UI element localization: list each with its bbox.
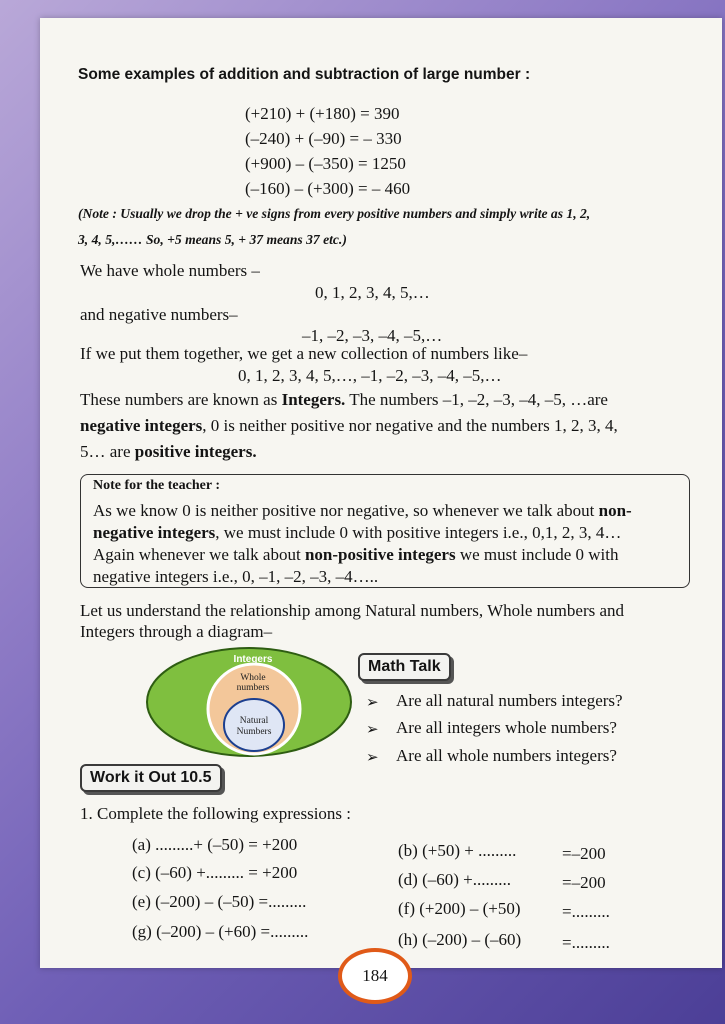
integers-para-line-1: These numbers are known as Integers. The numbers –1, –2, –3, –4, –5, …are xyxy=(80,390,608,409)
exercise-c: (c) (–60) +......... = +200 xyxy=(132,863,298,882)
question-1: 1. Complete the following expressions : xyxy=(80,804,352,823)
whole-numbers-intro: We have whole numbers – xyxy=(80,261,260,280)
work-it-out-title: Work it Out 10.5 xyxy=(80,764,222,792)
page-number-badge xyxy=(338,948,412,1004)
equation-1: (+210) + (+180) = 390 xyxy=(245,104,400,123)
equation-4: (–160) – (+300) = – 460 xyxy=(245,179,411,198)
section-heading: Some examples of addition and subtraction of large number : xyxy=(78,66,531,83)
arrow-bullet-icon: ➢ xyxy=(366,722,379,738)
number-sets-venn-diagram xyxy=(145,646,353,758)
arrow-bullet-icon: ➢ xyxy=(366,750,379,766)
note-line-1: (Note : Usually we drop the + ve signs from every positive numbers and simply write as 1, 2, xyxy=(78,206,591,221)
exercise-e: (e) (–200) – (–50) =......... xyxy=(132,892,307,911)
exercise-f: (f) (+200) – (+50) xyxy=(398,899,521,918)
exercise-b: (b) (+50) + ......... xyxy=(398,841,517,860)
exercise-f-answer: =......... xyxy=(562,902,610,921)
arrow-bullet-icon: ➢ xyxy=(366,695,379,711)
integers-para-line-2: negative integers, 0 is neither positive nor negative and the numbers 1, 2, 3, 4, xyxy=(80,416,618,435)
math-talk-question-1: Are all natural numbers integers? xyxy=(396,691,623,710)
teacher-note-title: Note for the teacher : xyxy=(93,478,220,493)
exercise-g: (g) (–200) – (+60) =......... xyxy=(132,922,309,941)
whole-numbers-label-1: Whole xyxy=(240,673,266,683)
textbook-page xyxy=(40,18,722,985)
natural-numbers-label-1: Natural xyxy=(239,716,269,726)
negative-numbers-list: –1, –2, –3, –4, –5,… xyxy=(302,326,443,345)
exercise-b-answer: =–200 xyxy=(562,844,606,863)
teacher-note-line-2: negative integers, we must include 0 with positive integers i.e., 0,1, 2, 3, 4… xyxy=(93,523,622,542)
math-talk-question-2: Are all integers whole numbers? xyxy=(396,718,617,737)
page-number: 184 xyxy=(362,966,388,985)
teacher-note-line-3: Again whenever we talk about non-positive integers we must include 0 with xyxy=(93,545,619,564)
together-sentence: If we put them together, we get a new collection of numbers like– xyxy=(80,344,528,363)
teacher-note-box xyxy=(80,474,690,588)
exercise-a: (a) .........+ (–50) = +200 xyxy=(132,835,298,854)
note-line-2: 3, 4, 5,…… So, +5 means 5, + 37 means 37 etc.) xyxy=(78,232,347,247)
together-list: 0, 1, 2, 3, 4, 5,…, –1, –2, –3, –4, –5,… xyxy=(238,366,502,385)
equation-2: (–240) + (–90) = – 330 xyxy=(245,129,402,148)
positive-integers-term: positive integers. xyxy=(134,442,257,461)
math-talk-title: Math Talk xyxy=(358,653,451,681)
equation-3: (+900) – (–350) = 1250 xyxy=(245,154,406,173)
whole-numbers-label-2: numbers xyxy=(236,683,270,693)
integers-label: Integers xyxy=(233,654,273,665)
teacher-note-line-4: negative integers i.e., 0, –1, –2, –3, –4….. xyxy=(93,567,379,586)
whole-numbers-list: 0, 1, 2, 3, 4, 5,… xyxy=(315,283,430,302)
integers-para-line-3: 5… are positive integers. xyxy=(80,442,257,461)
exercise-d-answer: =–200 xyxy=(562,873,606,892)
negative-integers-term: negative integers xyxy=(80,416,203,435)
negative-numbers-intro: and negative numbers– xyxy=(80,305,238,324)
teacher-note-line-1: As we know 0 is neither positive nor negative, so whenever we talk about non- xyxy=(93,501,632,520)
integers-term: Integers. xyxy=(281,390,346,409)
natural-numbers-label-2: Numbers xyxy=(236,727,272,737)
exercise-h-answer: =......... xyxy=(562,933,610,952)
exercise-h: (h) (–200) – (–60) xyxy=(398,930,522,949)
relationship-line-1: Let us understand the relationship among Natural numbers, Whole numbers and xyxy=(80,601,625,620)
relationship-line-2: Integers through a diagram– xyxy=(80,622,273,641)
math-talk-question-3: Are all whole numbers integers? xyxy=(396,746,617,765)
exercise-d: (d) (–60) +......... xyxy=(398,870,511,889)
